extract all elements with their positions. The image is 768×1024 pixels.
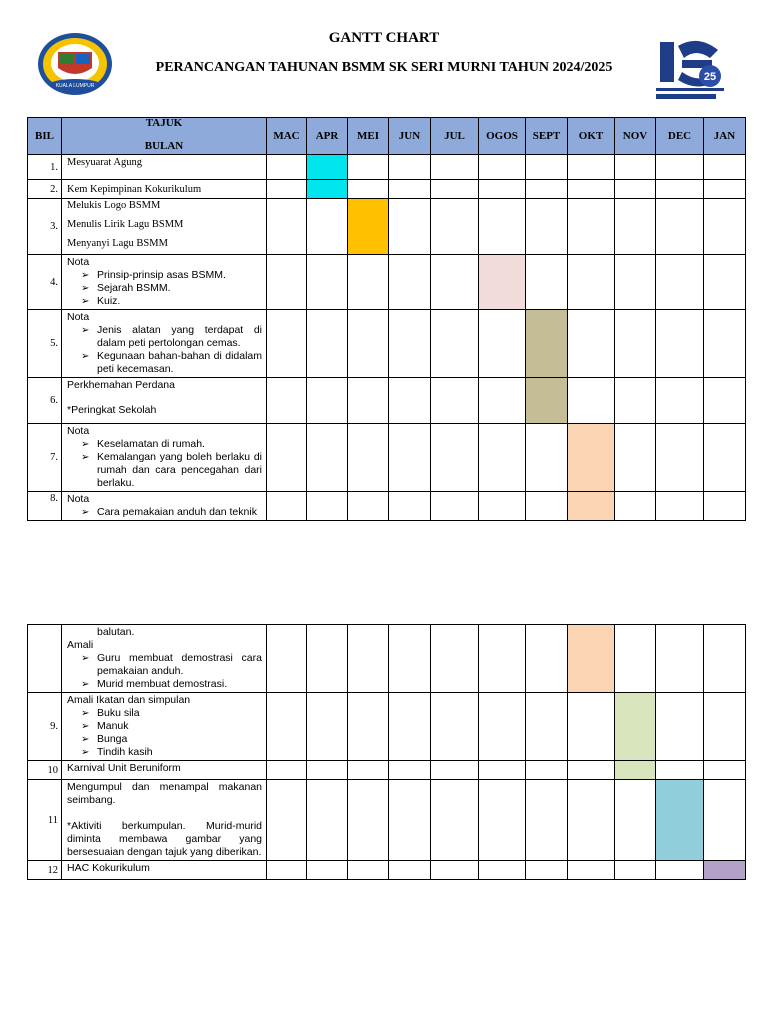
task-label: Nota [67,493,90,505]
logo-right-text: 25 [703,71,717,83]
row-number: 5. [28,310,62,378]
task-line: Melukis Logo BSMM [67,200,161,211]
table-row [28,310,746,378]
month-dec: DEC [656,118,704,155]
list-item: ➢ Keselamatan di rumah. [81,438,262,451]
gantt-table-page-1 [27,117,746,521]
task-label: Nota [67,425,90,437]
task-label: Nota [67,311,90,323]
month-mac: MAC [267,118,307,155]
list-item: ➢ Prinsip-prinsip asas BSMM. [81,269,262,282]
task-line: HAC Kokurikulum [67,862,150,874]
bar-okt [568,625,615,693]
list-item: ➢ Murid membuat demostrasi. [81,678,262,691]
table-row [28,780,746,861]
row-number: 6. [28,378,62,424]
subtitle: PERANCANGAN TAHUNAN BSMM SK SERI MURNI TAHUN 2024/2025 [155,60,613,75]
list-item: ➢ Tindih kasih [81,746,262,759]
bullet-list [67,438,262,490]
task-line: Karnival Unit Beruniform [67,762,181,774]
list-item: ➢ Bunga [81,733,262,746]
table-row [28,424,746,492]
task-line: Perkhemahan Perdana [67,379,175,391]
task-line: Mengumpul dan menampal makanan seimbang. [67,781,262,806]
list-item: ➢ Kemalangan yang boleh berlaku di rumah dan cara pencegahan dari berlaku. [81,451,262,490]
list-item: ➢ Kegunaan bahan-bahan di didalam peti kecemasan. [81,350,262,376]
task-line: Menyanyi Lagu BSMM [67,238,168,249]
task-cell [62,780,267,861]
month-ogos: OGOS [479,118,526,155]
task-cell [62,424,267,492]
row-number: 4. [28,255,62,310]
task-cell [62,255,267,310]
table-row [28,492,746,521]
header-row [28,118,746,155]
list-item: ➢ Jenis alatan yang terdapat di dalam peti pertolongan cemas. [81,324,262,350]
task-label: Amali [67,639,94,651]
bullet-list [67,324,262,376]
task-line: Kem Kepimpinan Kokurikulum [67,184,202,195]
table-row [28,861,746,880]
task-cell [62,378,267,424]
task-cell [62,693,267,761]
title: GANTT CHART [328,30,440,46]
table-row [28,378,746,424]
bar-jan [704,861,746,880]
bar-sept [526,378,568,424]
bullet-list [67,506,262,519]
task-line: *Aktiviti berkumpulan. Murid-murid diminta membawa gambar yang bersesuaian dengan tajuk yang diberikan. [67,820,262,858]
row-number: 7. [28,424,62,492]
task-cell [62,155,267,180]
col-bulan: BULAN [144,140,184,152]
bar-ogos [479,255,526,310]
col-tajuk: TAJUK [145,117,183,129]
row-number [28,625,62,693]
bsmm-logo [652,36,728,102]
bullet-list [67,269,262,308]
month-jan: JAN [704,118,746,155]
row-number: 11 [28,780,62,861]
task-cell [62,199,267,255]
school-crest-logo [36,30,114,100]
task-continuation: balutan. [97,626,135,638]
bar-okt [568,424,615,492]
task-cell [62,492,267,521]
list-item: ➢ Manuk [81,720,262,733]
task-line: Mesyuarat Agung [67,157,142,168]
bar-apr [307,155,348,180]
row-number: 10 [28,761,62,780]
table-row [28,693,746,761]
task-cell [62,761,267,780]
month-apr: APR [307,118,348,155]
month-mei: MEI [348,118,389,155]
bar-dec [656,780,704,861]
bullet-list [67,652,262,691]
task-cell [62,861,267,880]
task-cell [62,310,267,378]
bar-nov [615,761,656,780]
task-label: Amali Ikatan dan simpulan [67,694,191,706]
list-item: ➢ Buku sila [81,707,262,720]
bar-sept [526,310,568,378]
row-number: 9. [28,693,62,761]
month-jun: JUN [389,118,431,155]
task-line: *Peringkat Sekolah [67,404,157,416]
table-row [28,761,746,780]
list-item: ➢ Kuiz. [81,295,262,308]
task-label: Nota [67,256,90,268]
table-row [28,255,746,310]
col-bil: BIL [28,118,62,155]
bar-nov [615,693,656,761]
bar-mei [348,199,389,255]
row-number: 2. [28,180,62,199]
row-number: 3. [28,199,62,255]
table-row [28,199,746,255]
col-tajuk-bulan [62,118,267,155]
bullet-list [67,707,262,759]
list-item: ➢ Sejarah BSMM. [81,282,262,295]
month-sept: SEPT [526,118,568,155]
gantt-table-page-2 [27,624,746,880]
row-number: 12 [28,861,62,880]
task-line: Menulis Lirik Lagu BSMM [67,219,184,230]
row-number: 1. [28,155,62,180]
month-jul: JUL [431,118,479,155]
table-row [28,155,746,180]
bar-apr [307,180,348,199]
logo-left-text: KUALA LUMPUR [55,83,95,89]
month-nov: NOV [615,118,656,155]
task-cell [62,625,267,693]
table-row [28,625,746,693]
month-okt: OKT [568,118,615,155]
list-item: ➢ Cara pemakaian anduh dan teknik [81,506,262,519]
list-item: ➢ Guru membuat demostrasi cara pemakaian anduh. [81,652,262,678]
row-number: 8. [28,492,62,521]
bar-okt [568,492,615,521]
